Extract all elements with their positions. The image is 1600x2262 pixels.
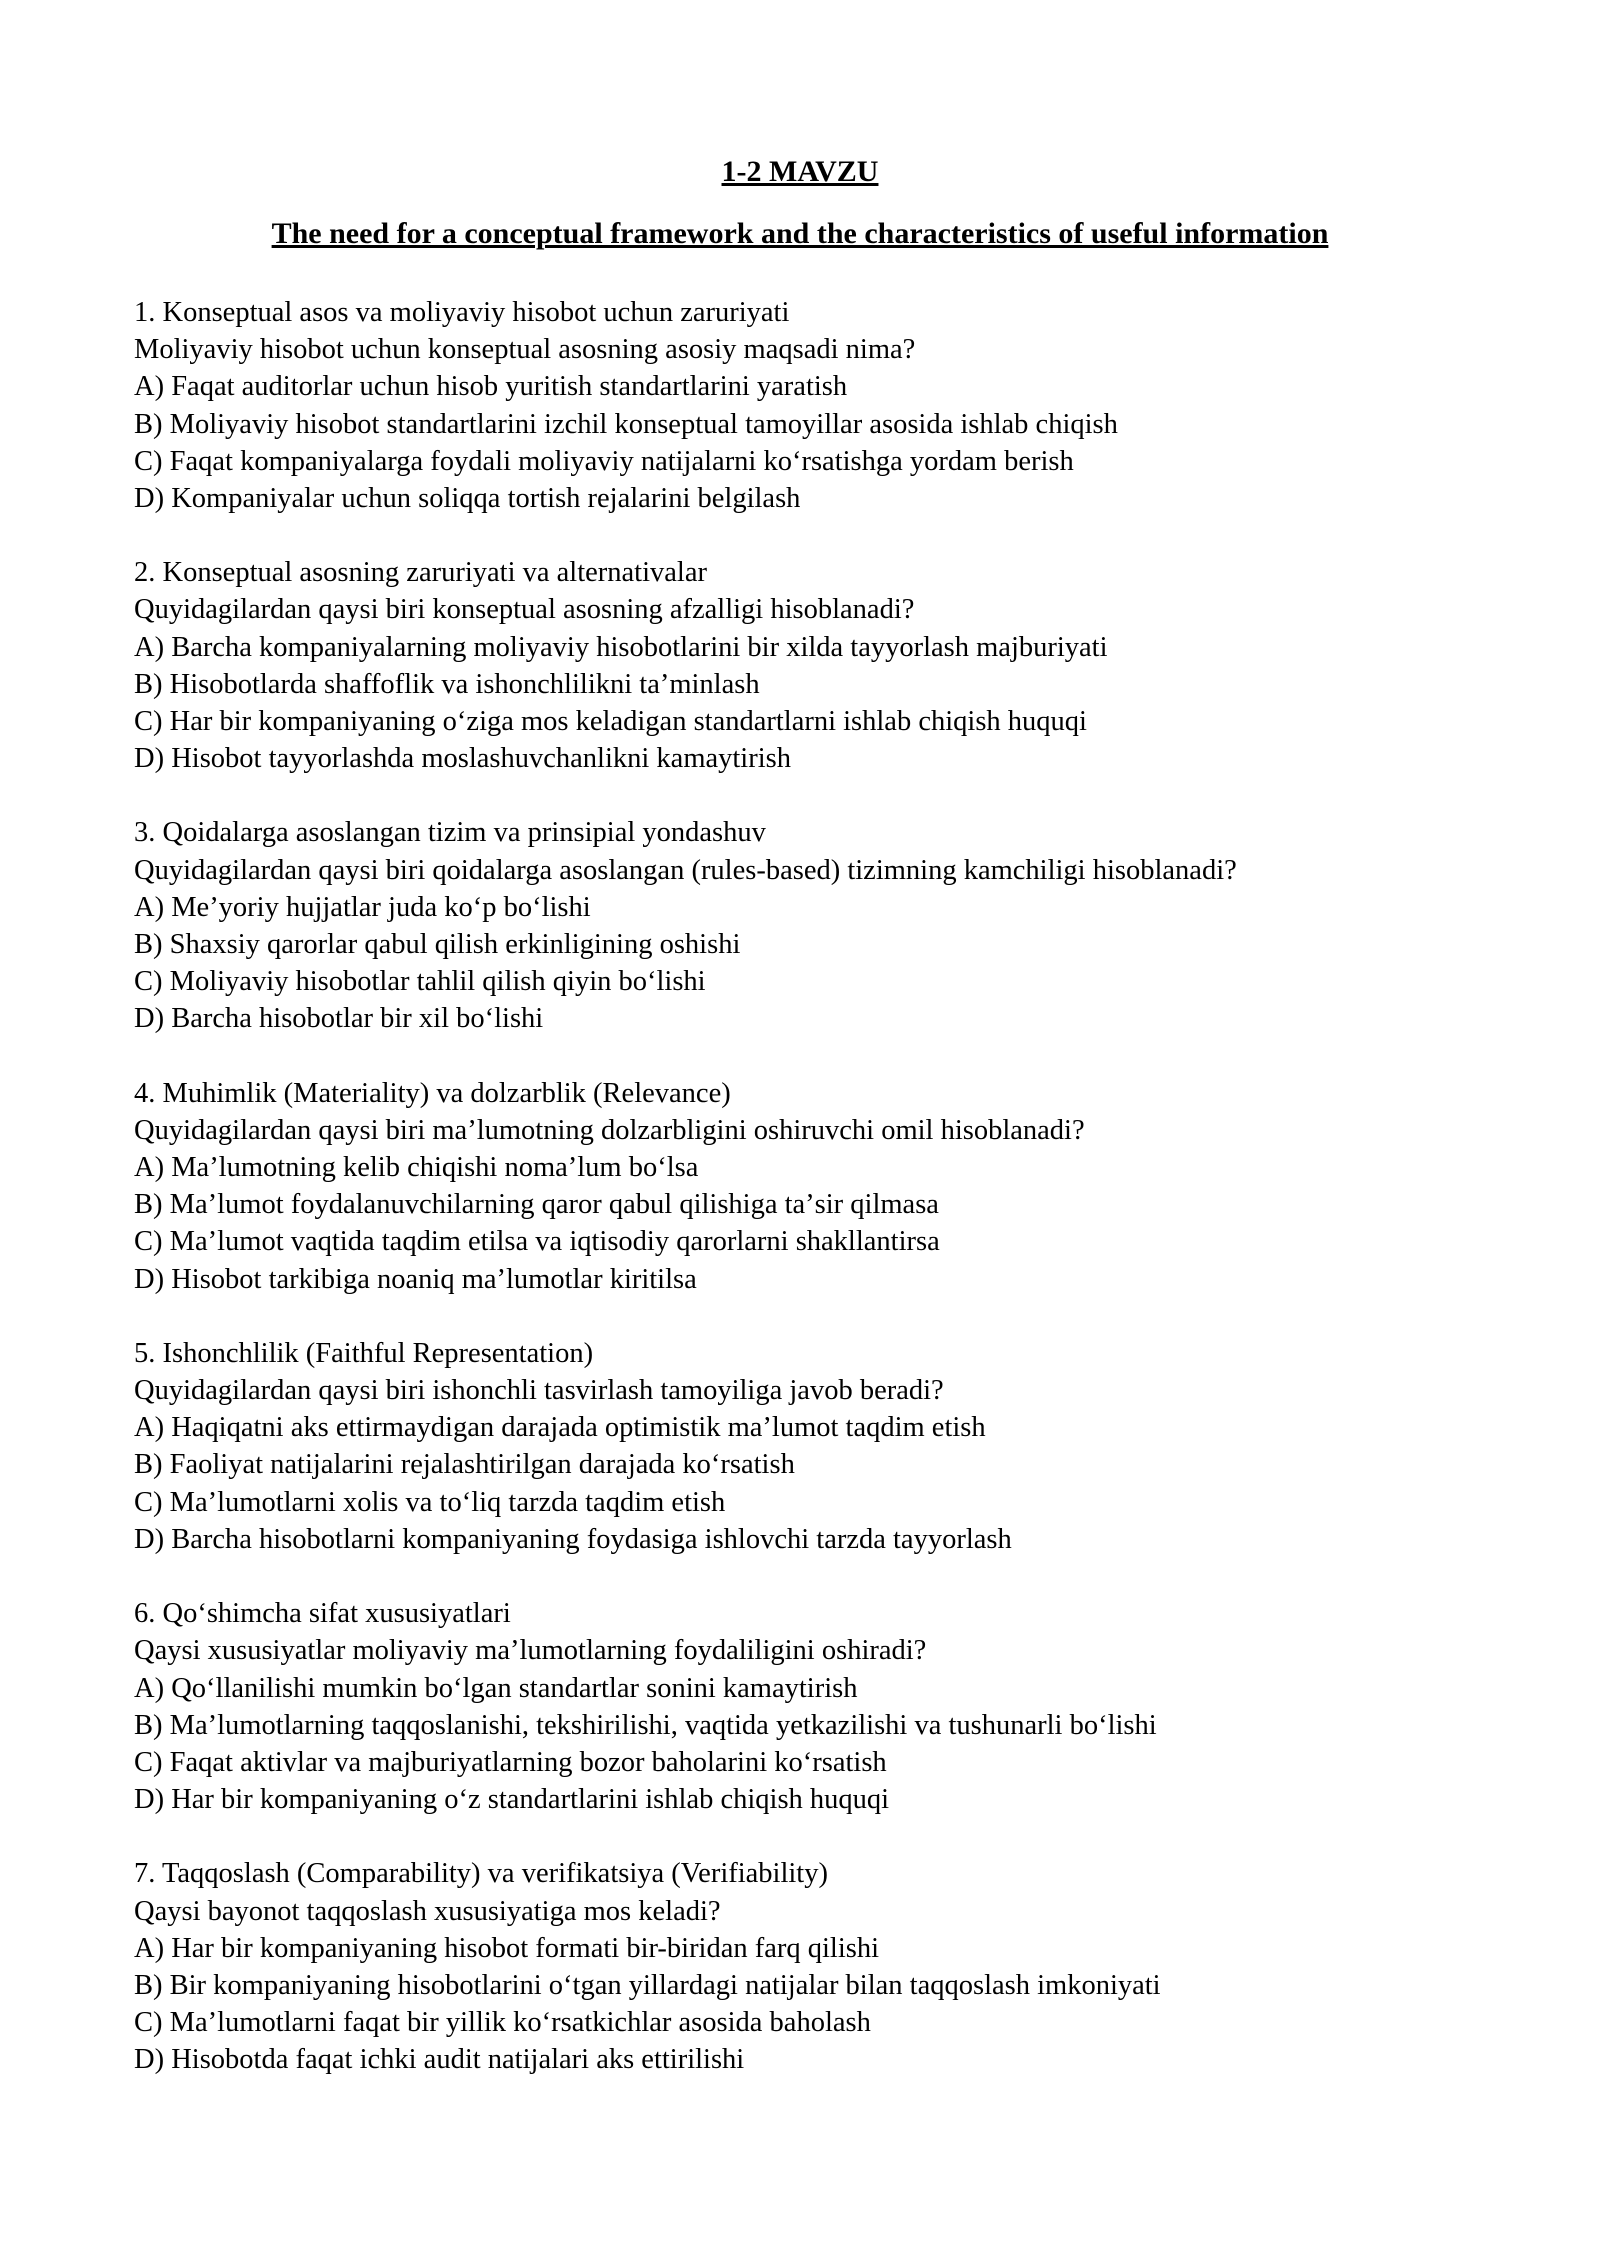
option-a: A) Meʼyoriy hujjatlar juda koʻp boʻlishi [134,891,591,923]
option-a: A) Haqiqatni aks ettirmaydigan darajada optimistik maʼlumot taqdim etish [134,1412,986,1444]
option-c: C) Har bir kompaniyaning oʻziga mos keladigan standartlarni ishlab chiqish huquqi [134,706,1087,738]
option-d: D) Har bir kompaniyaning oʻz standartlarini ishlab chiqish huquqi [134,1784,890,1816]
option-d: D) Hisobotda faqat ichki audit natijalari aks ettirilishi [134,2044,745,2076]
option-c: C) Moliyaviy hisobotlar tahlil qilish qiyin boʻlishi [134,966,706,998]
option-a: A) Har bir kompaniyaning hisobot formati bir-biridan farq qilishi [134,1932,880,1964]
question-text: Quyidagilardan qaysi biri maʼlumotning dolzarbligini oshiruvchi omil hisoblanadi? [134,1114,1085,1146]
question-topic: 5. Ishonchlilik (Faithful Representation) [134,1337,594,1369]
option-a: A) Qoʻllanilishi mumkin boʻlgan standartlar sonini kamaytirish [134,1672,858,1704]
question-block-1 [134,294,1514,517]
option-b: B) Shaxsiy qarorlar qabul qilish erkinligining oshishi [134,929,741,961]
option-d: D) Hisobot tayyorlashda moslashuvchanlikni kamaytirish [134,743,791,775]
option-d: D) Barcha hisobotlar bir xil boʻlishi [134,1003,544,1035]
question-text: Qaysi xususiyatlar moliyaviy maʼlumotlarning foydaliligini oshiradi? [134,1635,927,1667]
question-block-4 [134,1075,1514,1298]
option-a: A) Barcha kompaniyalarning moliyaviy hisobotlarini bir xilda tayyorlash majburiyati [134,631,1108,663]
question-topic: 4. Muhimlik (Materiality) va dolzarblik (Relevance) [134,1077,731,1109]
question-block-6 [134,1595,1514,1818]
option-c: C) Faqat aktivlar va majburiyatlarning bozor baholarini koʻrsatish [134,1746,887,1778]
option-c: C) Maʼlumot vaqtida taqdim etilsa va iqtisodiy qarorlarni shakllantirsa [134,1226,940,1258]
question-topic: 3. Qoidalarga asoslangan tizim va prinsipial yondashuv [134,817,766,849]
option-b: B) Hisobotlarda shaffoflik va ishonchlilikni taʼminlash [134,668,760,700]
option-a: A) Maʼlumotning kelib chiqishi nomaʼlum boʻlsa [134,1152,699,1184]
option-d: D) Hisobot tarkibiga noaniq maʼlumotlar kiritilsa [134,1263,697,1295]
option-b: B) Maʼlumotlarning taqqoslanishi, tekshirilishi, vaqtida yetkazilishi va tushunarli boʻlishi [134,1709,1157,1741]
option-c: C) Maʼlumotlarni xolis va toʻliq tarzda taqdim etish [134,1486,726,1518]
option-b: B) Maʼlumot foydalanuvchilarning qaror qabul qilishiga taʼsir qilmasa [134,1189,939,1221]
question-list [134,294,1514,2116]
page-title: 1-2 MAVZU [721,155,879,188]
question-text: Moliyaviy hisobot uchun konseptual asosning asosiy maqsadi nima? [134,334,916,366]
option-c: C) Faqat kompaniyalarga foydali moliyaviy natijalarni koʻrsatishga yordam berish [134,445,1074,477]
option-a: A) Faqat auditorlar uchun hisob yuritish standartlarini yaratish [134,371,848,403]
option-b: B) Moliyaviy hisobot standartlarini izchil konseptual tamoyillar asosida ishlab chiqish [134,408,1118,440]
question-block-7 [134,1855,1514,2078]
question-topic: 6. Qoʻshimcha sifat xususiyatlari [134,1598,511,1630]
option-b: B) Faoliyat natijalarini rejalashtirilgan darajada koʻrsatish [134,1449,795,1481]
question-text: Quyidagilardan qaysi biri qoidalarga asoslangan (rules-based) tizimning kamchiligi hisoblanadi? [134,854,1237,886]
question-block-2 [134,554,1514,777]
question-topic: 1. Konseptual asos va moliyaviy hisobot uchun zaruriyati [134,297,790,328]
question-text: Quyidagilardan qaysi biri konseptual asosning afzalligi hisoblanadi? [134,594,915,626]
question-topic: 2. Konseptual asosning zaruriyati va alternativalar [134,557,707,589]
page-subtitle: The need for a conceptual framework and the characteristics of useful information [271,217,1329,250]
question-topic: 7. Taqqoslash (Comparability) va verifikatsiya (Verifiability) [134,1858,828,1890]
option-d: D) Kompaniyalar uchun soliqqa tortish rejalarini belgilash [134,483,801,515]
question-block-5 [134,1335,1514,1558]
question-block-3 [134,814,1514,1037]
question-text: Qaysi bayonot taqqoslash xususiyatiga mos keladi? [134,1895,721,1927]
option-c: C) Maʼlumotlarni faqat bir yillik koʻrsatkichlar asosida baholash [134,2007,871,2039]
question-text: Quyidagilardan qaysi biri ishonchli tasvirlash tamoyiliga javob beradi? [134,1375,944,1407]
option-b: B) Bir kompaniyaning hisobotlarini oʻtgan yillardagi natijalar bilan taqqoslash imkoniyati [134,1969,1161,2001]
option-d: D) Barcha hisobotlarni kompaniyaning foydasiga ishlovchi tarzda tayyorlash [134,1523,1012,1555]
